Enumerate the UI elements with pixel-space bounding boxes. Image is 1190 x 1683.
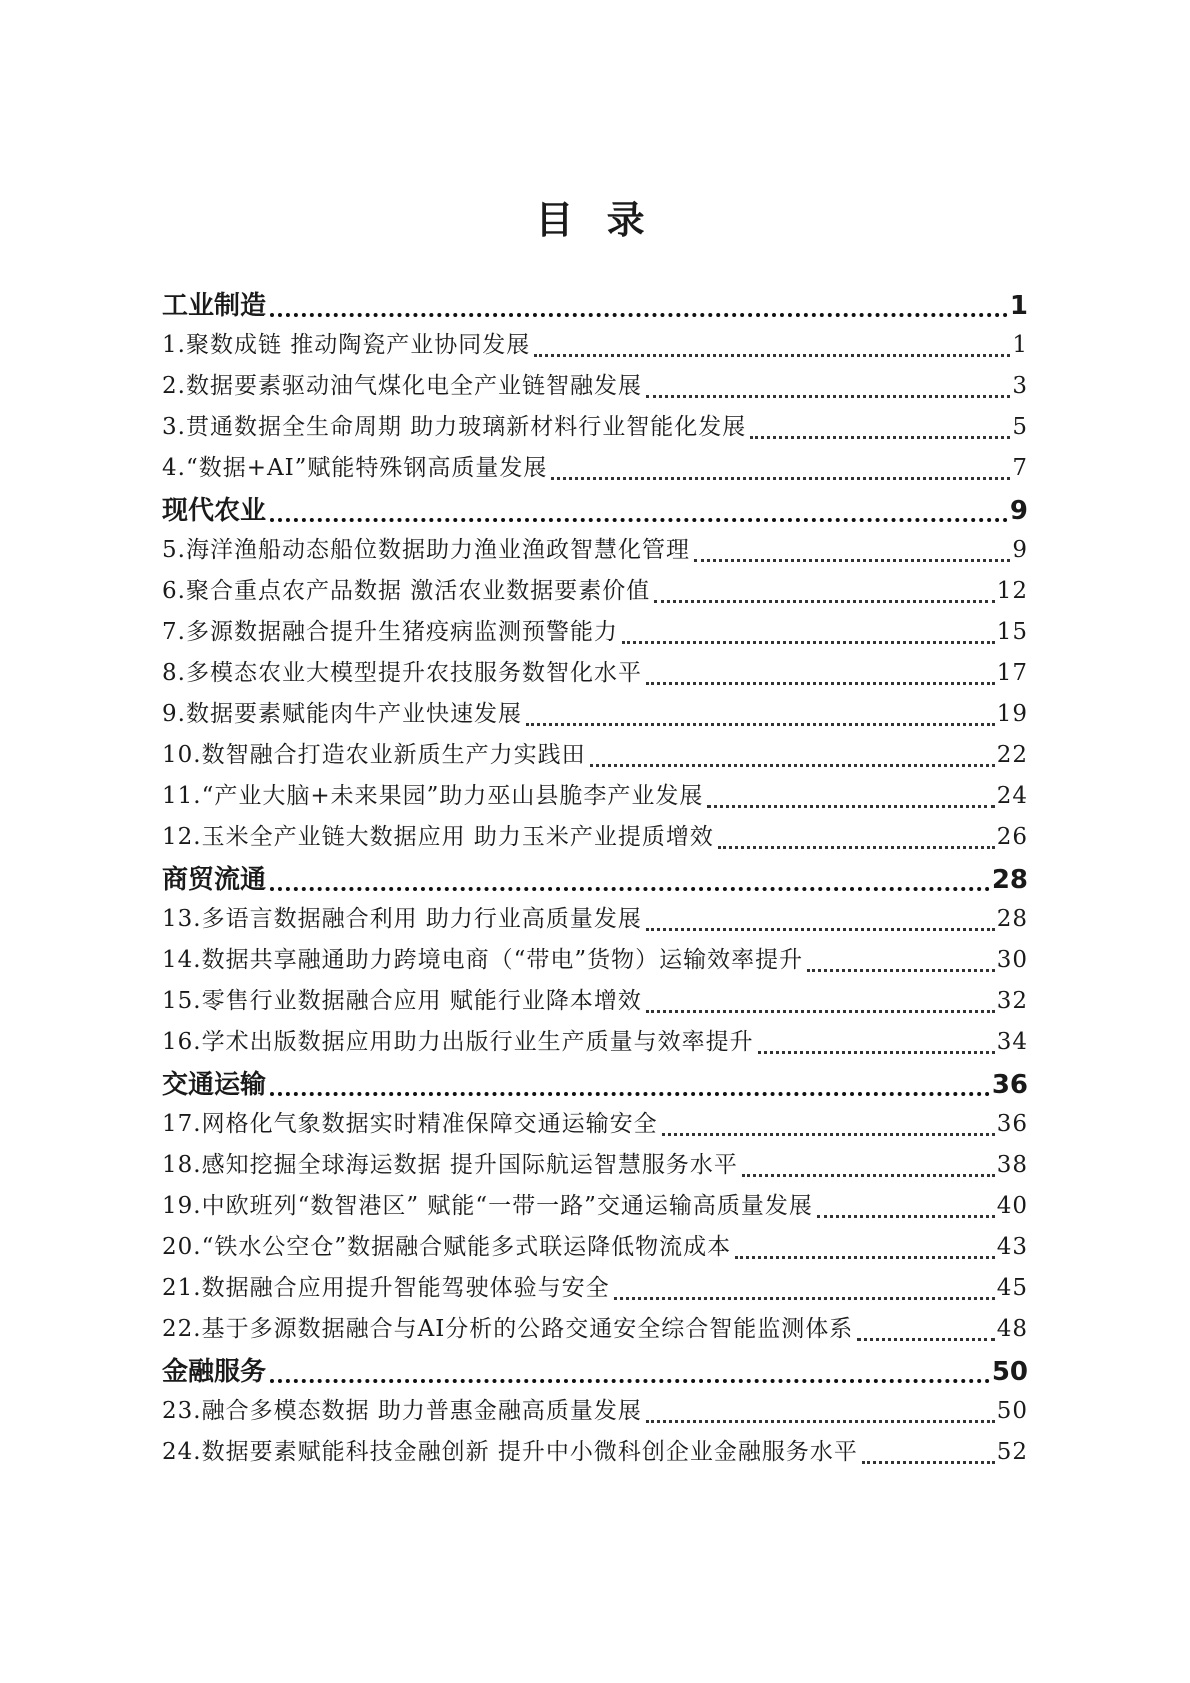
dot-leader bbox=[646, 682, 995, 685]
dot-leader bbox=[622, 641, 995, 644]
entry-title: 4.“数据+AI”赋能特殊钢高质量发展 bbox=[162, 455, 548, 481]
toc-entry[interactable] bbox=[162, 654, 1028, 695]
dot-leader bbox=[718, 846, 995, 849]
entry-title: 12.玉米全产业链大数据应用 助力玉米产业提质增效 bbox=[162, 824, 714, 850]
entry-page-number: 34 bbox=[996, 1029, 1028, 1055]
entry-page-number: 43 bbox=[996, 1234, 1028, 1260]
dot-leader bbox=[742, 1174, 995, 1177]
section-title: 商贸流通 bbox=[162, 865, 267, 895]
dot-leader bbox=[735, 1256, 995, 1259]
dot-leader bbox=[662, 1133, 995, 1136]
page-title: 目 录 bbox=[535, 198, 655, 242]
section-title: 工业制造 bbox=[162, 291, 267, 321]
entry-page-number: 19 bbox=[996, 701, 1028, 727]
entry-title: 13.多语言数据融合利用 助力行业高质量发展 bbox=[162, 906, 642, 932]
toc-entry[interactable] bbox=[162, 1187, 1028, 1228]
entry-title: 2.数据要素驱动油气煤化电全产业链智融发展 bbox=[162, 373, 642, 399]
section-page-number: 50 bbox=[991, 1357, 1028, 1387]
entry-page-number: 26 bbox=[996, 824, 1028, 850]
section-title: 交通运输 bbox=[162, 1070, 267, 1100]
entry-page-number: 9 bbox=[1012, 537, 1028, 563]
entry-page-number: 45 bbox=[996, 1275, 1028, 1301]
entry-title: 23.融合多模态数据 助力普惠金融高质量发展 bbox=[162, 1398, 642, 1424]
dot-leader bbox=[707, 805, 994, 808]
toc-entry[interactable] bbox=[162, 818, 1028, 859]
toc-entry[interactable] bbox=[162, 695, 1028, 736]
toc-entry[interactable] bbox=[162, 736, 1028, 777]
toc-entry[interactable] bbox=[162, 326, 1028, 367]
dot-leader bbox=[551, 477, 1010, 480]
entry-page-number: 30 bbox=[996, 947, 1028, 973]
toc-entry[interactable] bbox=[162, 1146, 1028, 1187]
entry-title: 3.贯通数据全生命周期 助力玻璃新材料行业智能化发展 bbox=[162, 414, 747, 440]
dot-leader bbox=[862, 1461, 995, 1464]
section-page-number: 28 bbox=[991, 865, 1028, 895]
entry-title: 6.聚合重点农产品数据 激活农业数据要素价值 bbox=[162, 578, 651, 604]
entry-title: 7.多源数据融合提升生猪疫病监测预警能力 bbox=[162, 619, 618, 645]
entry-title: 18.感知挖掘全球海运数据 提升国际航运智慧服务水平 bbox=[162, 1152, 738, 1178]
dot-leader bbox=[270, 518, 1008, 522]
entry-page-number: 24 bbox=[996, 783, 1028, 809]
entry-title: 1.聚数成链 推动陶瓷产业协同发展 bbox=[162, 332, 531, 358]
toc-section-heading[interactable] bbox=[162, 1351, 1028, 1392]
section-title: 金融服务 bbox=[162, 1357, 267, 1387]
entry-title: 16.学术出版数据应用助力出版行业生产质量与效率提升 bbox=[162, 1029, 754, 1055]
dot-leader bbox=[270, 313, 1008, 317]
entry-title: 22.基于多源数据融合与AI分析的公路交通安全综合智能监测体系 bbox=[162, 1316, 854, 1342]
toc-entry[interactable] bbox=[162, 367, 1028, 408]
entry-title: 17.网格化气象数据实时精准保障交通运输安全 bbox=[162, 1111, 658, 1137]
dot-leader bbox=[534, 354, 1010, 357]
section-page-number: 36 bbox=[991, 1070, 1028, 1100]
entry-title: 20.“铁水公空仓”数据融合赋能多式联运降低物流成本 bbox=[162, 1234, 732, 1260]
dot-leader bbox=[654, 600, 994, 603]
toc-entry[interactable] bbox=[162, 449, 1028, 490]
entry-page-number: 17 bbox=[996, 660, 1028, 686]
entry-title: 19.中欧班列“数智港区” 赋能“一带一路”交通运输高质量发展 bbox=[162, 1193, 813, 1219]
dot-leader bbox=[646, 928, 995, 931]
toc-entry[interactable] bbox=[162, 1269, 1028, 1310]
entry-title: 8.多模态农业大模型提升农技服务数智化水平 bbox=[162, 660, 642, 686]
toc-entry[interactable] bbox=[162, 1392, 1028, 1433]
dot-leader bbox=[526, 723, 995, 726]
dot-leader bbox=[817, 1215, 995, 1218]
entry-page-number: 5 bbox=[1012, 414, 1028, 440]
toc-entry[interactable] bbox=[162, 572, 1028, 613]
entry-title: 24.数据要素赋能科技金融创新 提升中小微科创企业金融服务水平 bbox=[162, 1439, 858, 1465]
entry-page-number: 36 bbox=[996, 1111, 1028, 1137]
entry-page-number: 3 bbox=[1012, 373, 1028, 399]
entry-page-number: 50 bbox=[996, 1398, 1028, 1424]
dot-leader bbox=[270, 887, 990, 891]
dot-leader bbox=[758, 1051, 995, 1054]
entry-title: 11.“产业大脑+未来果园”助力巫山县脆李产业发展 bbox=[162, 783, 704, 809]
dot-leader bbox=[270, 1379, 990, 1383]
dot-leader bbox=[646, 395, 1010, 398]
toc-entry[interactable] bbox=[162, 1023, 1028, 1064]
section-title: 现代农业 bbox=[162, 496, 267, 526]
toc-entry[interactable] bbox=[162, 1433, 1028, 1474]
entry-title: 21.数据融合应用提升智能驾驶体验与安全 bbox=[162, 1275, 610, 1301]
table-of-contents bbox=[162, 285, 1028, 1474]
entry-page-number: 32 bbox=[996, 988, 1028, 1014]
toc-entry[interactable] bbox=[162, 408, 1028, 449]
dot-leader bbox=[807, 969, 995, 972]
entry-title: 9.数据要素赋能肉牛产业快速发展 bbox=[162, 701, 522, 727]
toc-entry[interactable] bbox=[162, 1310, 1028, 1351]
entry-page-number: 1 bbox=[1012, 332, 1028, 358]
entry-page-number: 22 bbox=[996, 742, 1028, 768]
toc-entry[interactable] bbox=[162, 900, 1028, 941]
toc-entry[interactable] bbox=[162, 982, 1028, 1023]
dot-leader bbox=[694, 559, 1010, 562]
toc-entry[interactable] bbox=[162, 531, 1028, 572]
entry-page-number: 38 bbox=[996, 1152, 1028, 1178]
toc-entry[interactable] bbox=[162, 1228, 1028, 1269]
toc-section-heading[interactable] bbox=[162, 285, 1028, 326]
dot-leader bbox=[614, 1297, 995, 1300]
entry-page-number: 48 bbox=[996, 1316, 1028, 1342]
entry-title: 14.数据共享融通助力跨境电商（“带电”货物）运输效率提升 bbox=[162, 947, 804, 973]
entry-page-number: 7 bbox=[1012, 455, 1028, 481]
dot-leader bbox=[646, 1420, 995, 1423]
entry-page-number: 28 bbox=[996, 906, 1028, 932]
entry-title: 15.零售行业数据融合应用 赋能行业降本增效 bbox=[162, 988, 642, 1014]
dot-leader bbox=[646, 1010, 995, 1013]
toc-entry[interactable] bbox=[162, 941, 1028, 982]
entry-title: 10.数智融合打造农业新质生产力实践田 bbox=[162, 742, 586, 768]
toc-section-heading[interactable] bbox=[162, 490, 1028, 531]
entry-page-number: 40 bbox=[996, 1193, 1028, 1219]
section-page-number: 1 bbox=[1009, 291, 1028, 321]
dot-leader bbox=[270, 1092, 990, 1096]
toc-entry[interactable] bbox=[162, 1105, 1028, 1146]
dot-leader bbox=[750, 436, 1010, 439]
toc-entry[interactable] bbox=[162, 613, 1028, 654]
entry-page-number: 15 bbox=[996, 619, 1028, 645]
dot-leader bbox=[590, 764, 995, 767]
section-page-number: 9 bbox=[1009, 496, 1028, 526]
entry-title: 5.海洋渔船动态船位数据助力渔业渔政智慧化管理 bbox=[162, 537, 690, 563]
entry-page-number: 12 bbox=[996, 578, 1028, 604]
dot-leader bbox=[857, 1338, 994, 1341]
toc-section-heading[interactable] bbox=[162, 1064, 1028, 1105]
toc-entry[interactable] bbox=[162, 777, 1028, 818]
toc-section-heading[interactable] bbox=[162, 859, 1028, 900]
entry-page-number: 52 bbox=[996, 1439, 1028, 1465]
